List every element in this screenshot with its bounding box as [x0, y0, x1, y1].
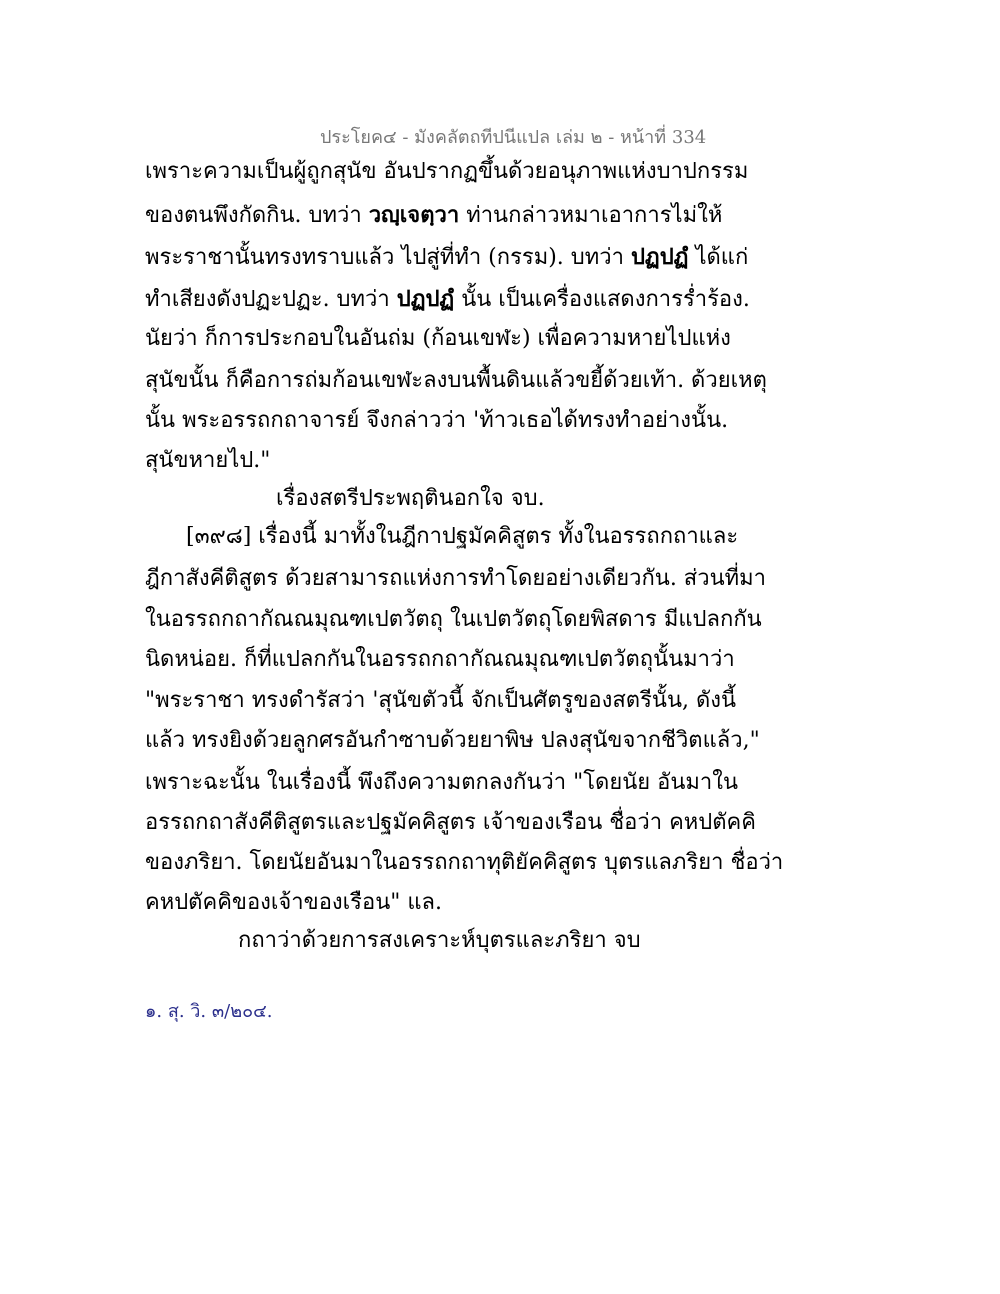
text-line: เพราะฉะนั้น ในเรื่องนี้ พึงถึงความตกลงกันว่า "โดยนัย อันมาใน	[145, 770, 739, 795]
footnote: ๑. สุ. วิ. ๓/๒๐๔.	[145, 1001, 273, 1022]
text-run: นั้น เป็นเครื่องแสดงการร่ำร้อง.	[454, 287, 750, 312]
text-line: อรรถกถาสังคีติสูตรและปฐมัคคิสูตร เจ้าของเรือน ชื่อว่า คหปตัคคิ	[145, 810, 756, 835]
text-line: นัยว่า ก็การประกอบในอันถ่ม (ก้อนเขฬะ) เพื่อความหายไปแห่ง	[145, 326, 731, 351]
text-line: นั้น พระอรรถกถาจารย์ จึงกล่าวว่า 'ท้าวเธอได้ทรงทำอย่างนั้น.	[145, 408, 729, 433]
text-line: เพราะความเป็นผู้ถูกสุนัข อันปรากฏขึ้นด้วยอนุภาพแห่งบาปกรรม	[145, 159, 749, 184]
text-line: สุนัขนั้น ก็คือการถ่มก้อนเขฬะลงบนพื้นดินแล้วขยี้ด้วยเท้า. ด้วยเหตุ	[145, 368, 767, 393]
text-run: พระราชานั้นทรงทราบแล้ว ไปสู่ที่ทำ (กรรม). บทว่า	[145, 245, 631, 270]
text-line: "พระราชา ทรงดำรัสว่า 'สุนัขตัวนี้ จักเป็นศัตรูของสตรีนั้น, ดังนี้	[145, 688, 737, 713]
section-end: กถาว่าด้วยการสงเคราะห์บุตรและภริยา จบ	[238, 928, 641, 953]
text-run: ของตนพึงกัดกิน. บทว่า	[145, 203, 369, 228]
text-line: [๓๙๘] เรื่องนี้ มาทั้งในฎีกาปฐมัคคิสูตร ทั้งในอรรถกถาและ	[186, 524, 739, 549]
text-line: สุนัขหายไป."	[145, 448, 271, 473]
pali-term: ปฏปฏํ	[630, 244, 689, 270]
pali-term: ปฏปฏํ	[396, 286, 455, 312]
text-line	[145, 200, 723, 231]
text-line: คหปตัคคิของเจ้าของเรือน" แล.	[145, 890, 443, 915]
text-line	[145, 242, 749, 273]
text-line: ในอรรถกถากัณณมุณฑเปตวัตถุ ในเปตวัตถุโดยพิสดาร มีแปลกกัน	[145, 607, 762, 632]
text-line: ฎีกาสังคีติสูตร ด้วยสามารถแห่งการทำโดยอย่างเดียวกัน. ส่วนที่มา	[145, 566, 766, 591]
text-run: ทำเสียงดังปฏะปฏะ. บทว่า	[145, 287, 397, 312]
section-end: เรื่องสตรีประพฤตินอกใจ จบ.	[276, 486, 545, 511]
text-run: ได้แก่	[688, 245, 749, 270]
text-line: นิดหน่อย. ก็ที่แปลกกันในอรรถกถากัณณมุณฑเปตวัตถุนั้นมาว่า	[145, 647, 735, 672]
text-line	[145, 284, 750, 315]
text-run: ท่านกล่าวหมาเอาการไม่ให้	[459, 203, 723, 228]
text-line: แล้ว ทรงยิงด้วยลูกศรอันกำซาบด้วยยาพิษ ปลงสุนัขจากชีวิตแล้ว,"	[145, 728, 760, 753]
running-header: ประโยค๔ - มังคลัตถทีปนีแปล เล่ม ๒ - หน้าที่ 334	[320, 127, 707, 148]
text-line: ของภริยา. โดยนัยอันมาในอรรถกถาทุติยัคคิสูตร บุตรแลภริยา ชื่อว่า	[145, 850, 784, 875]
pali-term: วญฺเจตฺวา	[368, 202, 460, 228]
